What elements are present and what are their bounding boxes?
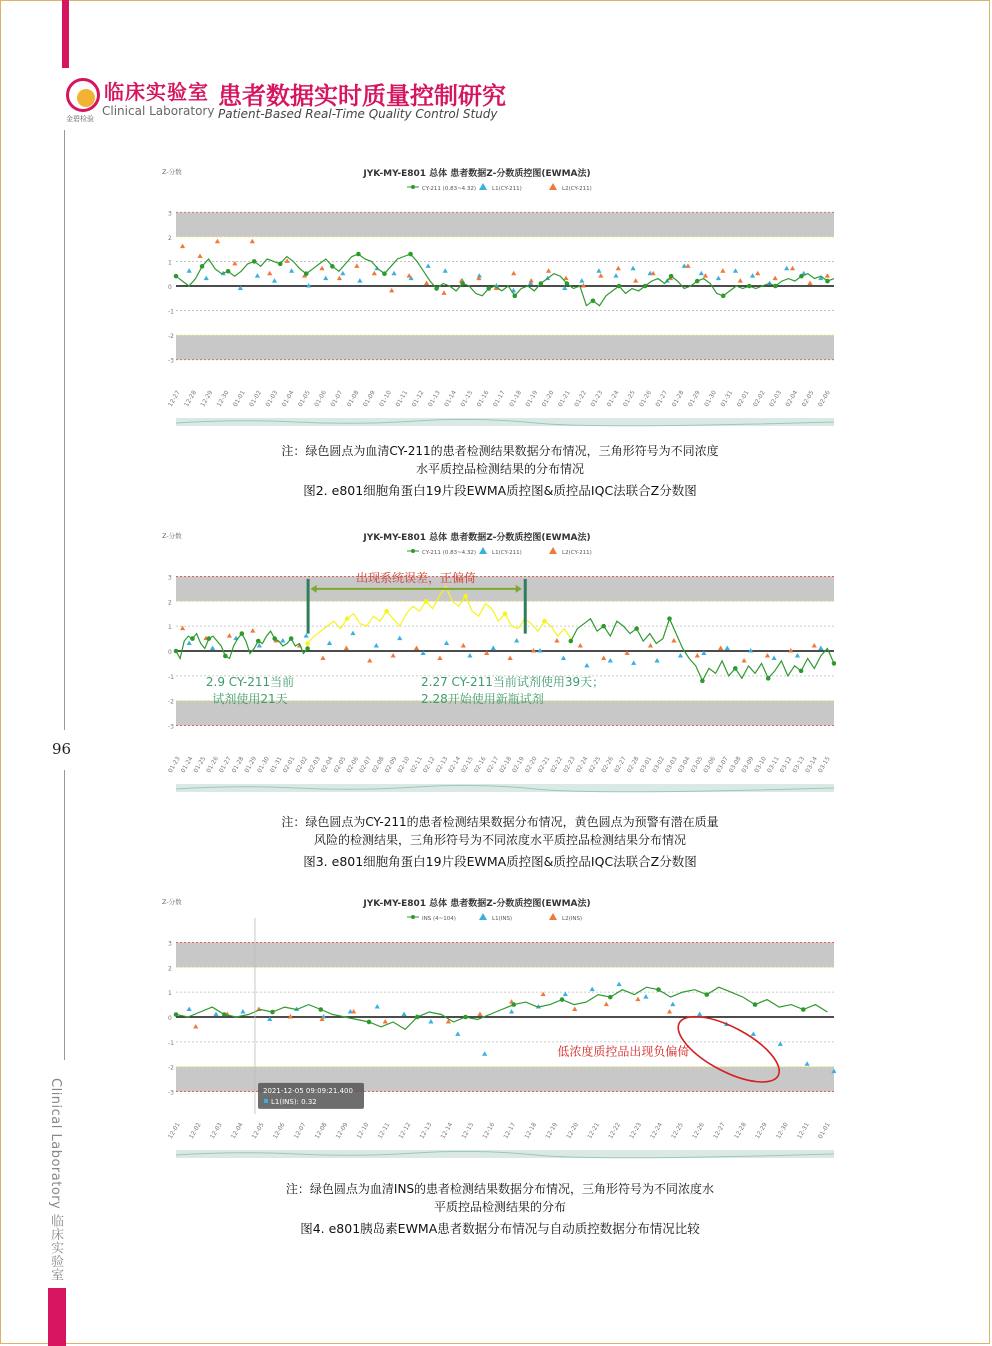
x-tick-label: 02-17 [485,755,501,775]
ins-point [222,1012,227,1017]
x-tick-label: 01-26 [638,389,653,409]
control-band [176,942,834,967]
x-tick-label: 03-02 [651,755,667,775]
x-tick-label: 12-09 [334,1121,350,1141]
figure-note-line: 风险的检测结果，三角形符号为不同浓度水平质控品检测结果分布情况 [313,833,686,847]
x-tick-label: 12-11 [376,1121,392,1141]
x-tick-label: 03-05 [689,755,705,775]
y-axis-label: Z-分数 [162,898,182,906]
x-tick-label: 01-21 [556,389,572,409]
x-tick-label: 01-29 [686,389,702,409]
cy211-after-point [700,679,705,684]
cy211-point [617,284,622,289]
x-tick-label: 12-24 [649,1121,664,1141]
ins-point [174,1012,179,1017]
cy211-point [240,631,245,636]
x-tick-label: 02-02 [294,755,310,775]
x-tick-label: 01-25 [192,755,208,775]
x-tick-label: 02-13 [434,755,450,775]
x-tick-label: 01-18 [508,389,523,409]
x-tick-label: 02-04 [784,389,800,409]
y-tick-label: 2 [168,965,172,973]
x-tick-label: 02-05 [332,755,348,775]
x-tick-label: 01-24 [179,755,195,775]
x-tick-label: 02-08 [370,755,386,775]
chart-background [158,890,836,1162]
y-tick-label: -3 [168,723,174,731]
x-tick-label: 01-29 [243,755,259,775]
tooltip-swatch [264,1099,268,1103]
x-tick-label: 01-30 [703,389,718,409]
cy211-point [223,654,228,659]
cy211-after-point [733,666,738,671]
x-tick-label: 03-08 [727,755,743,775]
cy211-point [408,252,413,257]
cy211-point [272,636,277,641]
warning-point [345,616,350,621]
warning-point [542,619,547,624]
x-tick-label: 12-08 [313,1121,329,1141]
x-tick-label: 01-27 [654,389,670,409]
x-tick-label: 12-19 [544,1121,560,1141]
cy211-point [256,639,261,644]
x-tick-label: 01-01 [231,389,247,409]
x-tick-label: 03-11 [765,755,781,775]
x-tick-label: 02-06 [816,389,832,409]
cy211-after-point [799,669,804,674]
y-tick-label: 3 [168,210,172,218]
cy211-after-point [569,639,574,644]
x-tick-label: 01-02 [248,389,263,409]
cy211-after-point [667,616,672,621]
cy211-point [330,264,335,269]
legend-label: L2(CY-211) [562,186,592,192]
figure-title: 图2. e801细胞角蛋白19片段EWMA质控图&质控品IQC法联合Z分数图 [303,483,697,498]
x-tick-label: 12-29 [754,1121,769,1141]
cy211-point [434,286,439,291]
x-tick-label: 03-10 [753,755,769,775]
warning-point [463,594,468,599]
margin-rule [64,770,65,1060]
x-tick-label: 12-21 [586,1121,602,1141]
cy211-after-point [766,676,771,681]
y-tick-label: -2 [168,698,174,706]
legend-label: L2(CY-211) [562,550,592,556]
x-tick-label: 12-10 [355,1121,371,1141]
x-tick-label: 12-30 [215,389,231,409]
ins-point [560,997,565,1002]
x-tick-label: 02-01 [735,389,751,409]
x-tick-label: 02-15 [460,755,475,775]
cy211-point [773,284,778,289]
x-tick-label: 12-04 [229,1121,245,1141]
x-tick-label: 02-10 [396,755,412,775]
y-tick-label: 2 [168,234,172,242]
x-tick-label: 12-23 [628,1121,644,1141]
warning-point [424,599,429,604]
legend-marker [411,915,415,919]
x-tick-label: 12-15 [460,1121,476,1141]
x-tick-label: 03-01 [638,755,654,775]
x-tick-label: 01-24 [605,389,621,409]
cy211-point [695,279,700,284]
y-axis-label: Z-分数 [162,532,182,540]
cy211-point [200,264,205,269]
cy211-point [643,284,648,289]
x-tick-label: 12-05 [250,1121,266,1141]
cy211-point [721,294,726,299]
x-tick-label: 01-11 [394,389,410,409]
x-tick-label: 02-14 [447,755,463,775]
cy211-point [565,281,570,286]
x-tick-label: 03-06 [702,755,718,775]
warning-point [503,611,508,616]
x-tick-label: 12-30 [775,1121,790,1141]
x-tick-label: 12-02 [187,1121,203,1141]
x-tick-label: 01-28 [670,389,686,409]
cy211-point [207,636,212,641]
chart-title: JYK-MY-E801 总体 患者数据Z-分数质控图(EWMA法) [363,533,591,543]
x-tick-label: 01-06 [313,389,328,409]
x-tick-label: 02-19 [511,755,526,775]
x-tick-label: 03-04 [676,755,692,775]
x-tick-label: 02-24 [574,755,590,775]
x-tick-label: 12-03 [208,1121,224,1141]
x-tick-label: 02-27 [613,755,628,775]
x-tick-label: 01-30 [256,755,271,775]
cy211-point [486,286,491,291]
chart-background [158,524,836,796]
x-tick-label: 12-17 [502,1121,518,1141]
figure-title: 图3. e801细胞角蛋白19片段EWMA质控图&质控品IQC法联合Z分数图 [303,854,697,869]
x-tick-label: 01-17 [491,389,507,409]
legend-marker [411,549,415,553]
x-tick-label: 02-05 [800,389,816,409]
annotation-reagent-3: 2.27 CY-211当前试剂使用39天； [421,674,605,689]
x-tick-label: 01-19 [524,389,540,409]
y-tick-label: -2 [168,333,174,341]
ins-point [656,987,661,992]
x-tick-label: 01-01 [816,1121,832,1141]
x-tick-label: 01-03 [264,389,280,409]
cy211-point [460,281,465,286]
y-tick-label: -2 [168,1064,174,1072]
x-tick-label: 01-12 [410,389,426,409]
x-tick-label: 02-16 [472,755,488,775]
logo-subtext: 金碧检验 [66,115,94,123]
cy211-point [289,636,294,641]
figure-4-caption [180,1180,820,1238]
x-tick-label: 03-15 [816,755,832,775]
legend-label: L1(INS) [492,916,513,922]
ins-point [753,1002,758,1007]
x-tick-label: 01-04 [280,389,296,409]
x-tick-label: 12-12 [397,1121,413,1141]
cy211-point [799,274,804,279]
ins-point [511,1002,516,1007]
x-tick-label: 12-06 [271,1121,287,1141]
bracket-right [524,579,527,634]
x-tick-label: 12-01 [166,1121,182,1141]
legend-label: CY-211 (0.83~4.32) [422,186,477,192]
annotation-bias: 出现系统误差，正偏倚 [356,570,477,585]
x-tick-label: 02-23 [562,755,577,775]
x-tick-label: 02-01 [281,755,297,775]
x-tick-label: 12-28 [183,389,198,409]
x-tick-label: 12-26 [691,1121,706,1141]
figure-note-line: 注：绿色圆点为CY-211的患者检测结果数据分布情况，黄色圆点为预警有潜在质量 [281,815,719,829]
x-tick-label: 02-09 [383,755,399,775]
x-tick-label: 02-25 [587,755,603,775]
y-tick-label: -3 [168,357,174,365]
x-tick-label: 01-15 [459,389,475,409]
x-tick-label: 01-07 [329,389,345,409]
annotation-reagent-2: 试剂使用21天 [212,692,288,707]
x-tick-label: 12-31 [795,1121,811,1141]
legend-marker [411,185,415,189]
x-tick-label: 01-31 [268,755,284,775]
x-tick-label: 12-27 [712,1121,727,1141]
annotation-reagent-1: 2.9 CY-211当前 [205,674,295,689]
x-tick-label: 03-12 [778,755,794,775]
x-tick-label: 02-18 [498,755,514,775]
ins-point [463,1015,468,1020]
side-journal-name: Clinical Laboratory 临床实验室 [48,1078,63,1282]
ins-point [801,1007,806,1012]
control-band [176,335,834,360]
cy211-point [190,636,195,641]
cy211-point [539,281,544,286]
x-tick-label: 01-28 [230,755,246,775]
y-tick-label: 3 [168,940,172,948]
cy211-point [174,274,179,279]
x-tick-label: 03-03 [664,755,679,775]
x-tick-label: 03-14 [804,755,819,775]
cy211-point [304,271,309,276]
x-tick-label: 02-11 [409,755,424,775]
x-tick-label: 02-03 [307,755,322,775]
section-title-en: Patient-Based Real-Time Quality Control Study [218,107,498,121]
logo-english: Clinical Laboratory [102,104,215,118]
legend-label: L2(INS) [562,916,583,922]
cy211-point [226,269,231,274]
x-tick-label: 12-13 [418,1121,434,1141]
figure-2-chart [158,160,836,430]
chart-title: JYK-MY-E801 总体 患者数据Z-分数质控图(EWMA法) [363,899,591,909]
x-tick-label: 01-25 [621,389,637,409]
x-tick-label: 01-31 [719,389,735,409]
cy211-point [305,646,310,651]
ins-point [367,1020,372,1025]
x-tick-label: 12-27 [166,389,182,409]
y-tick-label: 2 [168,599,172,607]
x-tick-label: 12-22 [607,1121,623,1141]
accent-bar-top [62,0,69,68]
x-tick-label: 01-23 [589,389,605,409]
x-tick-label: 02-04 [319,755,335,775]
section-title-cn: 患者数据实时质量控制研究 [218,82,506,110]
x-tick-label: 12-25 [670,1121,685,1141]
x-tick-label: 01-16 [475,389,491,409]
y-tick-label: 1 [168,259,172,267]
figure-note-line: 水平质控品检测结果的分布情况 [415,462,584,476]
bracket-left [307,579,310,634]
ins-point [318,1007,323,1012]
legend-label: L1(CY-211) [492,186,522,192]
x-tick-label: 02-22 [549,755,565,775]
x-tick-label: 02-07 [358,755,373,775]
y-tick-label: -1 [168,308,174,316]
x-tick-label: 03-13 [791,755,807,775]
x-tick-label: 01-09 [361,389,377,409]
margin-rule [64,130,65,730]
x-tick-label: 01-23 [166,755,182,775]
x-tick-label: 12-28 [733,1121,748,1141]
y-tick-label: 1 [168,624,172,632]
y-tick-label: 1 [168,990,172,998]
figure-4-chart [158,890,836,1162]
ins-point [608,995,613,1000]
figure-title: 图4. e801胰岛素EWMA患者数据分布情况与自动质控数据分布情况比较 [300,1221,700,1236]
ins-point [415,1015,420,1020]
logo-chinese: 临床实验室 [104,80,209,104]
warning-point [384,609,389,614]
cy211-point [825,279,830,284]
x-tick-label: 01-27 [217,755,233,775]
x-tick-label: 12-20 [565,1121,581,1141]
x-tick-label: 02-20 [523,755,539,775]
figure-3-chart [158,524,836,796]
x-tick-label: 02-02 [751,389,767,409]
x-tick-label: 12-16 [481,1121,497,1141]
y-tick-label: 0 [168,1015,172,1022]
cy211-point [356,252,361,257]
ins-point [270,1010,275,1015]
cy211-after-point [601,624,606,629]
journal-logo-icon [66,78,100,112]
y-tick-label: -1 [168,673,174,681]
figure-3-caption [180,813,820,871]
cy211-point [591,298,596,303]
figure-note-line: 注：绿色圆点为血清CY-211的患者检测结果数据分布情况，三角形符号为不同浓度 [281,444,719,458]
x-tick-label: 01-22 [573,389,588,409]
cy211-point [512,294,517,299]
figure-2-caption [180,442,820,500]
y-tick-label: 3 [168,574,172,582]
x-tick-label: 02-12 [421,755,437,775]
cy211-point [747,284,752,289]
ins-point [704,992,709,997]
x-tick-label: 02-28 [625,755,641,775]
figure-note-line: 注：绿色圆点为血清INS的患者检测结果数据分布情况，三角形符号为不同浓度水 [285,1182,715,1196]
y-tick-label: 0 [168,284,172,291]
legend-label: INS (4~104) [422,916,456,922]
x-tick-label: 12-29 [199,389,215,409]
x-tick-label: 01-13 [426,389,442,409]
cy211-after-point [634,626,639,631]
y-axis-label: Z-分数 [162,168,182,176]
control-band [176,212,834,237]
y-tick-label: -3 [168,1089,174,1097]
x-tick-label: 03-09 [740,755,756,775]
figure-note-line: 平质控品检测结果的分布 [433,1200,566,1214]
x-tick-label: 02-21 [536,755,552,775]
x-tick-label: 01-08 [345,389,361,409]
cy211-point [174,649,179,654]
x-tick-label: 12-18 [523,1121,539,1141]
legend-label: CY-211 (0.83~4.32) [422,550,477,556]
x-tick-label: 12-07 [292,1121,308,1141]
tooltip-time: 2021-12-05 09:09:21.400 [263,1086,353,1095]
x-tick-label: 01-26 [205,755,220,775]
y-tick-label: 0 [168,649,172,656]
chart-background [158,160,836,430]
legend-label: L1(CY-211) [492,550,522,556]
x-tick-label: 02-06 [345,755,361,775]
x-tick-label: 01-20 [540,389,556,409]
cy211-point [669,274,674,279]
x-tick-label: 12-14 [439,1121,455,1141]
cy211-point [252,259,257,264]
annotation-reagent-4: 2.28开始使用新瓶试剂 [421,692,544,707]
x-tick-label: 01-10 [378,389,393,409]
cy211-point [382,271,387,276]
annotation-negative-bias: 低浓度质控品出现负偏倚 [557,1044,690,1059]
tooltip-value: L1(INS): 0.32 [271,1097,317,1106]
accent-bar-bottom [48,1288,66,1346]
warning-point [305,641,310,646]
x-tick-label: 02-03 [768,389,783,409]
x-tick-label: 01-05 [296,389,312,409]
chart-title: JYK-MY-E801 总体 患者数据Z-分数质控图(EWMA法) [363,169,591,179]
cy211-point [278,262,283,267]
x-tick-label: 01-14 [443,389,458,409]
page-number: 96 [52,740,72,758]
y-tick-label: -1 [168,1039,174,1047]
x-tick-label: 02-26 [600,755,616,775]
x-tick-label: 03-07 [714,755,730,775]
